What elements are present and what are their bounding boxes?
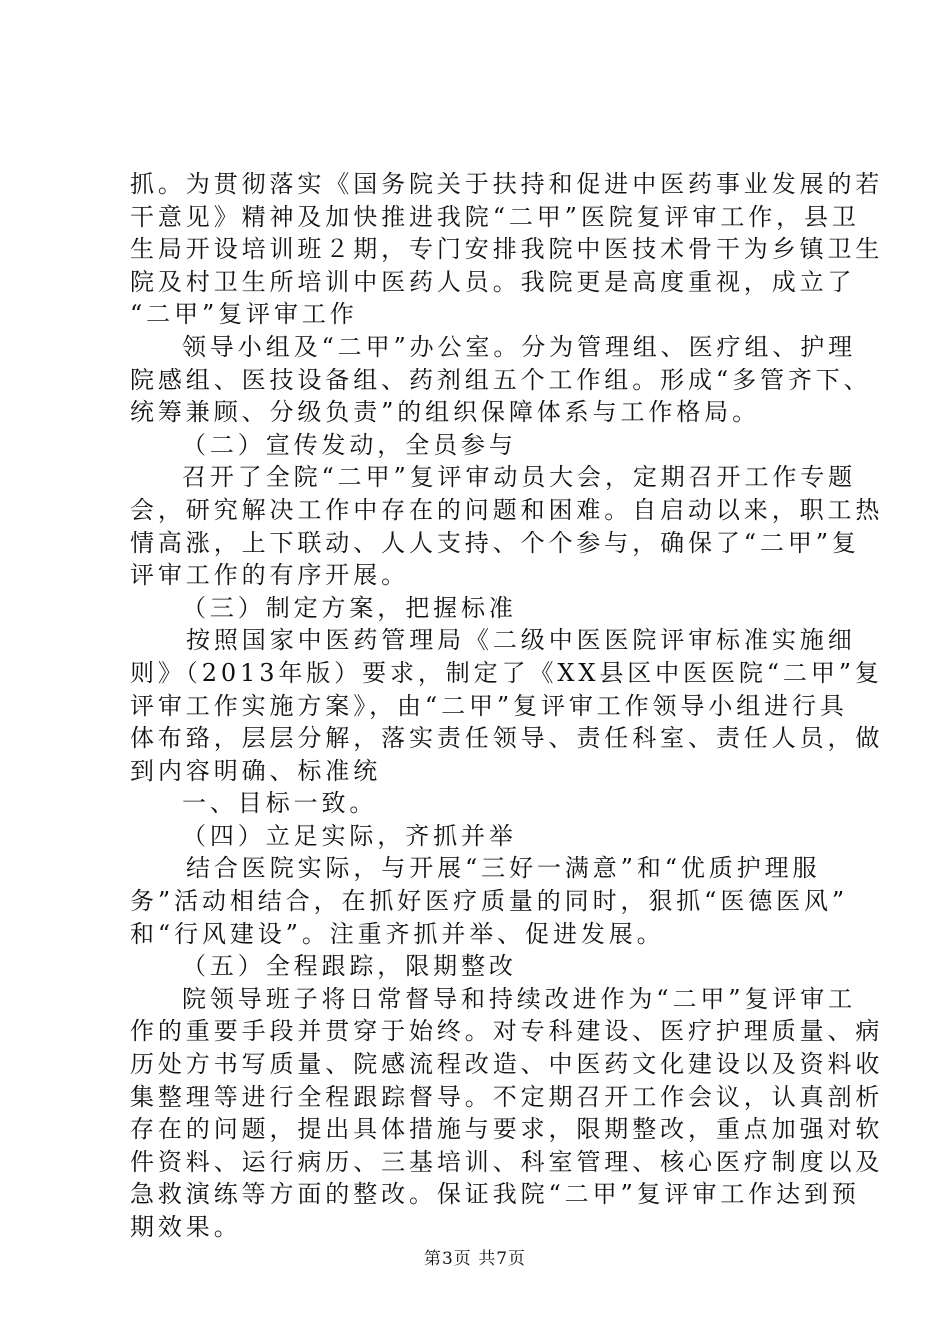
section-heading: （二）宣传发动，全员参与 (182, 430, 517, 459)
page-number-footer: 第3页 共7页 (423, 1249, 527, 1269)
text-line: 到内容明确、标准统 (130, 756, 382, 785)
document-body (130, 168, 884, 1244)
text-line: 生局开设培训班２期，专门安排我院中医技术骨干为乡镇卫生 (130, 235, 884, 264)
text-line: 件资料、运行病历、三基培训、科室管理、核心医疗制度以及 (130, 1147, 884, 1176)
text-line: 体布臵，层层分解，落实责任领导、责任科室、责任人员，做 (130, 724, 884, 753)
text-line: 领导小组及“二甲”办公室。分为管理组、医疗组、护理 (182, 332, 857, 361)
text-line: 务”活动相结合，在抓好医疗质量的同时，狠抓“医德医风” (130, 887, 849, 916)
text-line: 统筹兼顾、分级负责”的组织保障体系与工作格局。 (130, 398, 760, 427)
text-line: 院及村卫生所培训中医药人员。我院更是高度重视，成立了 (130, 267, 856, 296)
text-line: 和“行风建设”。注重齐抓并举、促进发展。 (130, 919, 665, 948)
text-line: 则》（2013年版）要求，制定了《XX县区中医医院“二甲”复 (130, 658, 883, 687)
text-line: 会，研究解决工作中存在的问题和困难。自启动以来，职工热 (130, 495, 884, 524)
section-heading: （五）全程跟踪，限期整改 (182, 952, 517, 981)
text-line: 一、目标一致。 (182, 789, 378, 818)
text-line: 院领导班子将日常督导和持续改进作为“二甲”复评审工 (182, 984, 857, 1013)
text-line: 抓。为贯彻落实《国务院关于扶持和促进中医药事业发展的若 (130, 170, 884, 198)
text-line: 评审工作的有序开展。 (130, 561, 409, 590)
text-line: 历处方书写质量、院感流程改造、中医药文化建设以及资料收 (130, 1050, 884, 1079)
section-heading: （三）制定方案，把握标准 (182, 593, 517, 622)
section-heading: （四）立足实际，齐抓并举 (182, 821, 517, 850)
text-line: 结合医院实际，与开展“三好一满意”和“优质护理服 (186, 854, 821, 883)
text-line: 期效果。 (130, 1213, 242, 1241)
text-line: 集整理等进行全程跟踪督导。不定期召开工作会议，认真剖析 (130, 1082, 884, 1111)
text-line: 干意见》精神及加快推进我院“二甲”医院复评审工作，县卫 (130, 202, 860, 231)
text-line: 按照国家中医药管理局《二级中医医院评审标准实施细 (186, 626, 856, 655)
text-line: 院感组、医技设备组、药剂组五个工作组。形成“多管齐下、 (130, 365, 872, 394)
text-line: 急救演练等方面的整改。保证我院“二甲”复评审工作达到预 (130, 1180, 860, 1209)
text-line: 评审工作实施方案》，由“二甲”复评审工作领导小组进行具 (130, 691, 848, 720)
text-line: “二甲”复评审工作 (130, 300, 358, 329)
text-line: 召开了全院“二甲”复评审动员大会，定期召开工作专题 (182, 463, 857, 492)
text-line: 作的重要手段并贯穿于始终。对专科建设、医疗护理质量、病 (130, 1017, 884, 1046)
text-line: 情高涨，上下联动、人人支持、个个参与，确保了“二甲”复 (130, 528, 860, 557)
text-line: 存在的问题，提出具体措施与要求，限期整改，重点加强对软 (130, 1115, 884, 1144)
